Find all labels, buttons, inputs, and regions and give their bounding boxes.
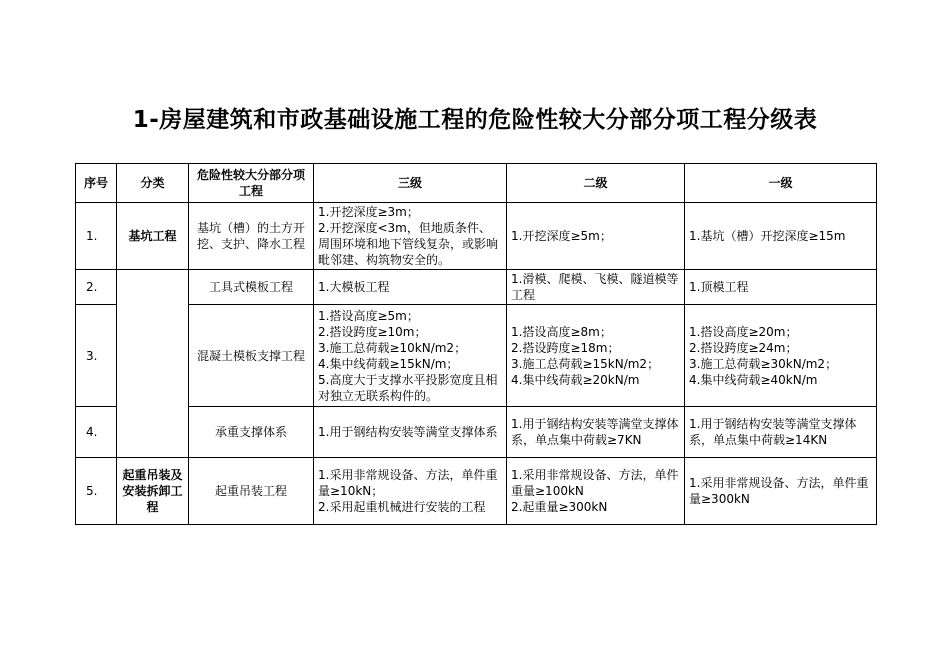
cell-line: 1.采用非常规设备、方法，单件重量≥100kN: [511, 468, 679, 498]
row-number: 1.: [76, 203, 117, 270]
row-level1: [685, 458, 877, 525]
cell-line: 1.用于钢结构安装等满堂支撑体系，单点集中荷载≥7KN: [511, 417, 679, 447]
cell-line: 2.搭设跨度≥18m；: [511, 340, 620, 355]
table-header-row: [76, 164, 877, 203]
row-level3: [314, 203, 507, 270]
cell-line: 1.搭设高度≥5m；: [318, 308, 419, 323]
cell-line: 1.滑模、爬模、飞模、隧道模等工程: [511, 272, 679, 302]
cell-line: 2.起重量≥300kN: [511, 500, 608, 514]
row-category: 起重吊装及安装拆卸工程: [117, 458, 189, 525]
row-project: 承重支撑体系: [189, 407, 314, 458]
row-number: 3.: [76, 305, 117, 407]
row-level3: [314, 305, 507, 407]
row-number: 4.: [76, 407, 117, 458]
cell-line: 2.搭设跨度≥10m；: [318, 324, 427, 339]
row-level1: [685, 305, 877, 407]
cell-line: 1.开挖深度≥5m；: [511, 229, 612, 243]
row-number: 5.: [76, 458, 117, 525]
row-category: 基坑工程: [117, 203, 189, 270]
cell-line: 5.高度大于支撑水平投影宽度且相对独立无联系构件的。: [318, 372, 498, 403]
cell-line: 3.施工总荷载≥15kN/m2；: [511, 356, 660, 371]
header-level3: 三级: [314, 164, 507, 203]
cell-line: 4.集中线荷载≥40kN/m: [689, 372, 818, 387]
row-level2: [507, 270, 685, 305]
row-project: 基坑（槽）的土方开挖、支护、降水工程: [189, 203, 314, 270]
cell-line: 2.搭设跨度≥24m；: [689, 340, 798, 355]
row-level2: [507, 305, 685, 407]
row-category-merged: [117, 270, 189, 458]
cell-line: 1.采用非常规设备、方法，单件重量≥10kN；: [318, 468, 498, 498]
row-level1: [685, 407, 877, 458]
classification-table: [75, 163, 877, 525]
row-level3: [314, 407, 507, 458]
page-title: 1-房屋建筑和市政基础设施工程的危险性较大分部分项工程分级表: [132, 107, 818, 133]
cell-line: 2.开挖深度<3m，但地质条件、周围环境和地下管线复杂，或影响毗邻建、构筑物安全的。: [318, 221, 499, 267]
cell-line: 1.采用非常规设备、方法，单件重量≥300kN: [689, 476, 869, 506]
cell-line: 2.采用起重机械进行安装的工程: [318, 500, 486, 514]
cell-line: 1.用于钢结构安装等满堂支撑体系: [318, 425, 498, 439]
row-project: 起重吊装工程: [189, 458, 314, 525]
row-level3: [314, 270, 507, 305]
cell-line: 4.集中线荷载≥20kN/m: [511, 372, 640, 387]
header-category: 分类: [117, 164, 189, 203]
row-project: 混凝土模板支撑工程: [189, 305, 314, 407]
cell-line: 1.基坑（槽）开挖深度≥15m: [689, 229, 846, 243]
cell-line: 1.开挖深度≥3m；: [318, 205, 419, 219]
row-level2: [507, 407, 685, 458]
row-level2: [507, 203, 685, 270]
table-row: [76, 203, 877, 270]
cell-line: 1.顶模工程: [689, 280, 749, 294]
cell-line: 1.搭设高度≥20m；: [689, 324, 798, 339]
cell-line: 1.搭设高度≥8m；: [511, 324, 612, 339]
row-number: 2.: [76, 270, 117, 305]
cell-line: 3.施工总荷载≥30kN/m2；: [689, 356, 838, 371]
cell-line: 4.集中线荷载≥15kN/m；: [318, 356, 459, 371]
table-row: [76, 407, 877, 458]
header-project: 危险性较大分部分项工程: [189, 164, 314, 203]
header-level1: 一级: [685, 164, 877, 203]
header-no: 序号: [76, 164, 117, 203]
cell-line: 1.大模板工程: [318, 280, 390, 294]
row-project: 工具式模板工程: [189, 270, 314, 305]
table-row: [76, 270, 877, 305]
header-level2: 二级: [507, 164, 685, 203]
cell-line: 3.施工总荷载≥10kN/m2；: [318, 340, 467, 355]
cell-line: 1.用于钢结构安装等满堂支撑体系，单点集中荷载≥14KN: [689, 417, 857, 447]
row-level3: [314, 458, 507, 525]
row-level1: [685, 270, 877, 305]
table-row: [76, 305, 877, 407]
table-row: [76, 458, 877, 525]
row-level1: [685, 203, 877, 270]
row-level2: [507, 458, 685, 525]
